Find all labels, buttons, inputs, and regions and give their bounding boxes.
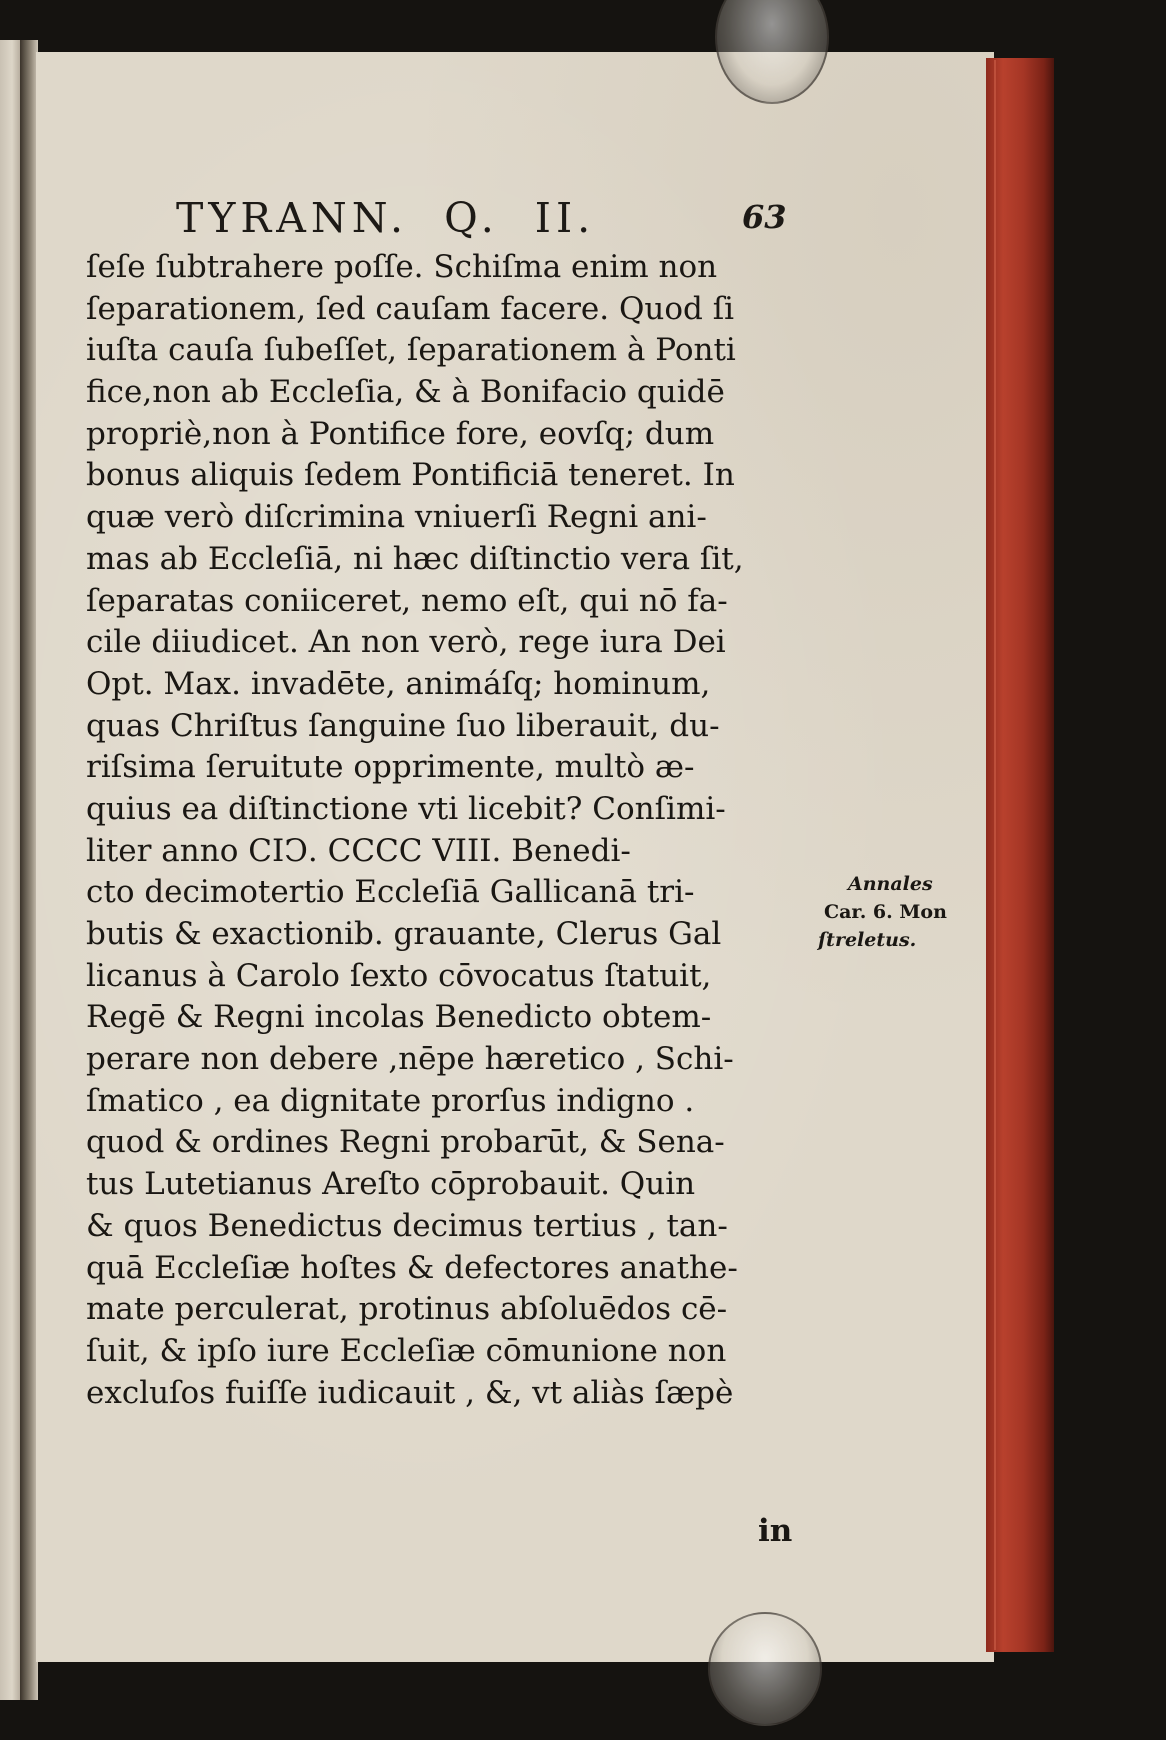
catchword: in <box>758 1513 793 1549</box>
text-line: excluſos fuiſſe iudicauit , &, vt aliàs ſæpè <box>86 1374 734 1411</box>
margin-note-line: Annales <box>848 873 933 895</box>
text-line: licanus à Carolo ſexto cōvocatus ſtatuit, <box>86 957 712 994</box>
text-line: ſeparatas coniiceret, nemo eſt, qui nō fa- <box>86 582 728 619</box>
text-line: mas ab Eccleſiā, ni hæc diſtinctio vera ſit, <box>86 540 744 577</box>
text-line: propriè,non à Pontifice fore, eovſq; dum <box>86 415 715 452</box>
text-line: quas Chriſtus ſanguine ſuo liberauit, du- <box>86 707 720 744</box>
text-line: perare non debere ,nēpe hæretico , Schi- <box>86 1041 734 1078</box>
text-line: ſuit, & ipſo iure Eccleſiæ cōmunione non <box>86 1332 727 1369</box>
text-line: cile diiudicet. An non verò, rege iura Dei <box>86 624 726 661</box>
margin-note <box>816 870 956 954</box>
page-header <box>176 194 796 244</box>
text-line: bonus aliquis ſedem Pontificiā teneret. In <box>86 457 735 494</box>
text-line: Regē & Regni incolas Benedicto obtem- <box>86 999 712 1036</box>
text-line: iuſta cauſa ſubeſſet, ſeparationem à Ponti <box>86 332 736 369</box>
text-line: tus Lutetianus Areſto cōprobauit. Quin <box>86 1166 696 1203</box>
text-line: butis & exactionib. grauante, Clerus Gal <box>86 916 722 952</box>
text-line: cto decimotertio Eccleſiā Gallicanā tri- <box>86 874 695 911</box>
fore-edge-highlight <box>994 60 996 1650</box>
text-line: Opt. Max. invadēte, animáſq; hominum, <box>86 665 711 702</box>
text-line: riſsima ſeruitute opprimente, multò æ- <box>86 749 695 786</box>
margin-note-line: Car. 6. Mon <box>824 901 947 923</box>
facing-page-edge <box>0 40 20 1700</box>
running-head: TYRANN. Q. II. <box>176 194 596 242</box>
red-fore-edge <box>986 58 1054 1652</box>
text-line: quius ea diſtinctione vti licebit? Conſimi- <box>86 790 726 827</box>
body-text <box>86 247 806 1414</box>
text-line: liter anno CIↃ. CCCC VIII. Benedi- <box>86 832 631 869</box>
text-line: quæ verò diſcrimina vniuerſi Regni ani- <box>86 499 707 536</box>
margin-note-line: ſtreletus. <box>818 929 917 951</box>
text-line: ſmatico , ea dignitate prorſus indigno . <box>86 1082 695 1119</box>
text-line: mate perculerat, protinus abſoluēdos cē- <box>86 1291 728 1328</box>
page <box>36 52 994 1662</box>
text-line: & quos Benedictus decimus tertius , tan- <box>86 1207 728 1244</box>
mounting-clip-bottom <box>708 1612 822 1726</box>
text-line: quā Eccleſiæ hoſtes & defectores anathe- <box>86 1249 738 1286</box>
text-line: ſeparationem, ſed cauſam facere. Quod ſi <box>86 290 735 327</box>
text-line: ſeſe ſubtrahere poſſe. Schiſma enim non <box>86 249 718 285</box>
page-number: 63 <box>742 198 787 236</box>
text-line: quod & ordines Regni probarūt, & Sena- <box>86 1124 725 1161</box>
text-line: fice,non ab Eccleſia, & à Bonifacio quidē <box>86 374 725 411</box>
